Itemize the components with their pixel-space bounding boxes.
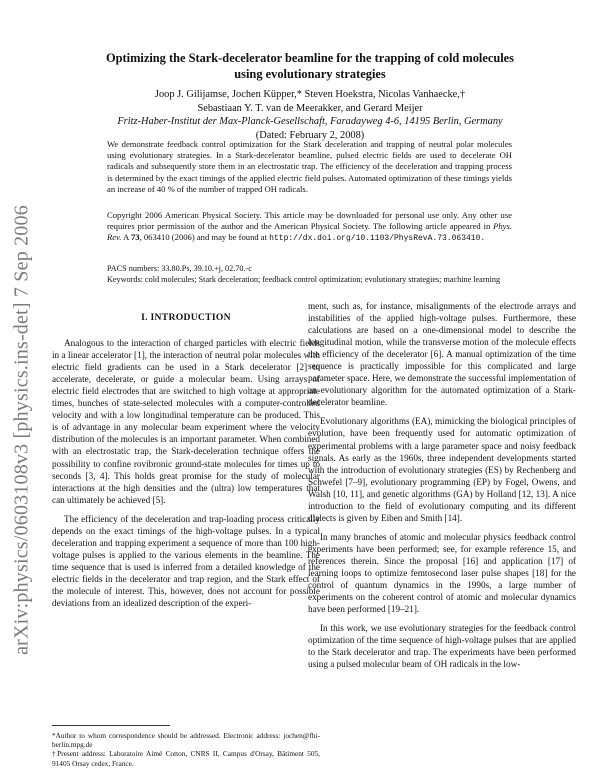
paragraph: In this work, we use evolutionary strategies for the feedback control optimization of the time sequence of high-voltage pulses that are applied to the Stark decelerator and trap. The experiments have been performed using a pulsed molecular beam of OH radicals in the low-: [308, 623, 576, 670]
pacs-keywords: [107, 264, 512, 285]
journal-ref: A: [123, 232, 129, 243]
doi-link[interactable]: http://dx.doi.org/10.1103/PhysRevA.73.063410.: [269, 234, 486, 244]
pacs-numbers: PACS numbers: 33.80.Ps, 39.10.+j, 02.70.-c: [107, 264, 252, 273]
author-block: [70, 88, 550, 142]
paragraph: Analogous to the interaction of charged particles with electric fields in a linear accelerator [1], the interaction of neutral polar molecules with electric field gradients can be used in a Stark decelerator [2] to accelerate, decelerate, or guide a molecular beam. Using arrays of electric field electrodes that are switched to high voltage at appropriate times, bunches of state-selected molecules with a computer-controlled velocity and with a low longitudinal temperature can be produced. This is of advantage in any molecular beam experiment where the velocity distribution of the molecules is an important parameter. When combined with an electrostatic trap, the Stark-deceleration technique offers the possibility to confine rovibronic ground-state molecules for times up to seconds [3, 4]. This holds great promise for the study of molecular interactions at the high densities and the (ultra) low temperatures that can ultimately be achieved [5].: [52, 338, 320, 505]
title-line-1: Optimizing the Stark-decelerator beamline for the trapping of cold molecules: [105, 51, 515, 65]
arxiv-identifier: arXiv:physics/0603108v3 [physics.ins-det] 7 Sep 2006: [10, 205, 33, 655]
footnote-rule: [52, 725, 170, 726]
paper-title: [70, 50, 550, 82]
keywords: Keywords: cold molecules; Stark deceleration; feedback control optimization; evolutionary strategies; machine learning: [107, 274, 501, 284]
left-column: [52, 312, 320, 616]
copyright-rest: , 063410 (2006) and may be found at: [139, 232, 268, 243]
footnote-corresponding: *Author to whom correspondence should be addressed. Electronic address: jochen@fhi-berlin.mpg.de: [52, 731, 320, 750]
date-line: (Dated: February 2, 2008): [255, 129, 365, 141]
section-heading: I. INTRODUCTION: [141, 312, 231, 323]
journal-name: Phys. Rev.: [107, 221, 512, 243]
right-column: [308, 300, 576, 677]
copyright-text: Copyright 2006 American Physical Society. This article may be downloaded for personal use only. Any other use requires prior permission of the author and the American Physical Society. The following article appeared in: [107, 210, 512, 232]
journal-volume: 73: [130, 232, 140, 243]
affiliation: Fritz-Haber-Institut der Max-Planck-Gesellschaft, Faradayweg 4-6, 14195 Berlin, Germany: [117, 116, 503, 127]
paragraph: ment, such as, for instance, misalignments of the electrode arrays and instabilities of the applied high-voltage pulses. Furthermore, these calculations are based on a one-dimensional model to describe the longitudinal motion, while the transverse motion of the molecule effects the efficiency of the decelerator [6]. A manual optimization of the time sequence is practically impossible for this complicated and large parameter space. Here, we demonstrate the successful implementation of an evolutionary algorithm for the automated optimization of a Stark-decelerator beamline.: [308, 301, 576, 408]
paragraph: The efficiency of the deceleration and trap-loading process critically depends on the exact timings of the high-voltage pulses. In a typical deceleration and trapping experiment a sequence of more than 100 high-voltage pulses is applied to the various elements in the beamline. The time sequence that is used is inferred from a detailed knowledge of the electric fields in the decelerator and trap region, and the Stark effect of the molecule of interest. This, however, does not account for possible deviations from an idealized description of the experi-: [52, 513, 320, 609]
paragraph: In many branches of atomic and molecular physics feedback control experiments have been performed; see, for example reference 15, and references therein. Since the proposal [16] and application [17] of learning loops to optimize femtosecond laser pulse shapes [18] for the control of quantum dynamics in the 1990s, a large number of experiments on the coherent control of atomic and molecular dynamics have been performed [19–21].: [308, 531, 576, 615]
authors-line-1: Joop J. Gilijamse, Jochen Küpper,* Steven Hoekstra, Nicolas Vanhaecke,†: [154, 89, 466, 100]
title-line-2: using evolutionary strategies: [234, 67, 386, 81]
footnote-present-address: †Present address: Laboratoire Aimé Cotton, CNRS II, Campus d'Orsay, Bâtiment 505, 91405 Orsay cedex, France.: [52, 749, 320, 768]
abstract: We demonstrate feedback control optimization for the Stark deceleration and trapping of neutral polar molecules using evolutionary strategies. In a Stark-decelerator beamline, pulsed electric fields are used to decelerate OH radicals and subsequently store them in an electrostatic trap. The efficiency of the deceleration and trapping process is determined by the exact timings of the applied electric field pulses. Automated optimization of these timings yields an increase of 40 % of the number of trapped OH radicals.: [107, 139, 512, 194]
paragraph: Evolutionary algorithms (EA), mimicking the biological principles of evolution, have been frequently used for automatic optimization of experimental problems with a large parameter space and noisy feedback signals. As early as the 1960s, three independent developments started with the introduction of evolutionary strategies (ES) by Rechenberg and Schwefel [7–9], evolutionary programming (EP) by Fogel, Owens, and Walsh [10, 11], and genetic algorithms (GA) by Holland [12, 13]. A nice introduction to the field of evolutionary computing and its different dialects is given by Eiben and Smith [14].: [308, 416, 576, 523]
copyright-notice: [107, 210, 512, 245]
arxiv-sidebar: [2, 150, 42, 710]
footnotes: [52, 725, 320, 768]
authors-line-2: Sebastiaan Y. T. van de Meerakker, and Gerard Meijer: [197, 102, 423, 114]
